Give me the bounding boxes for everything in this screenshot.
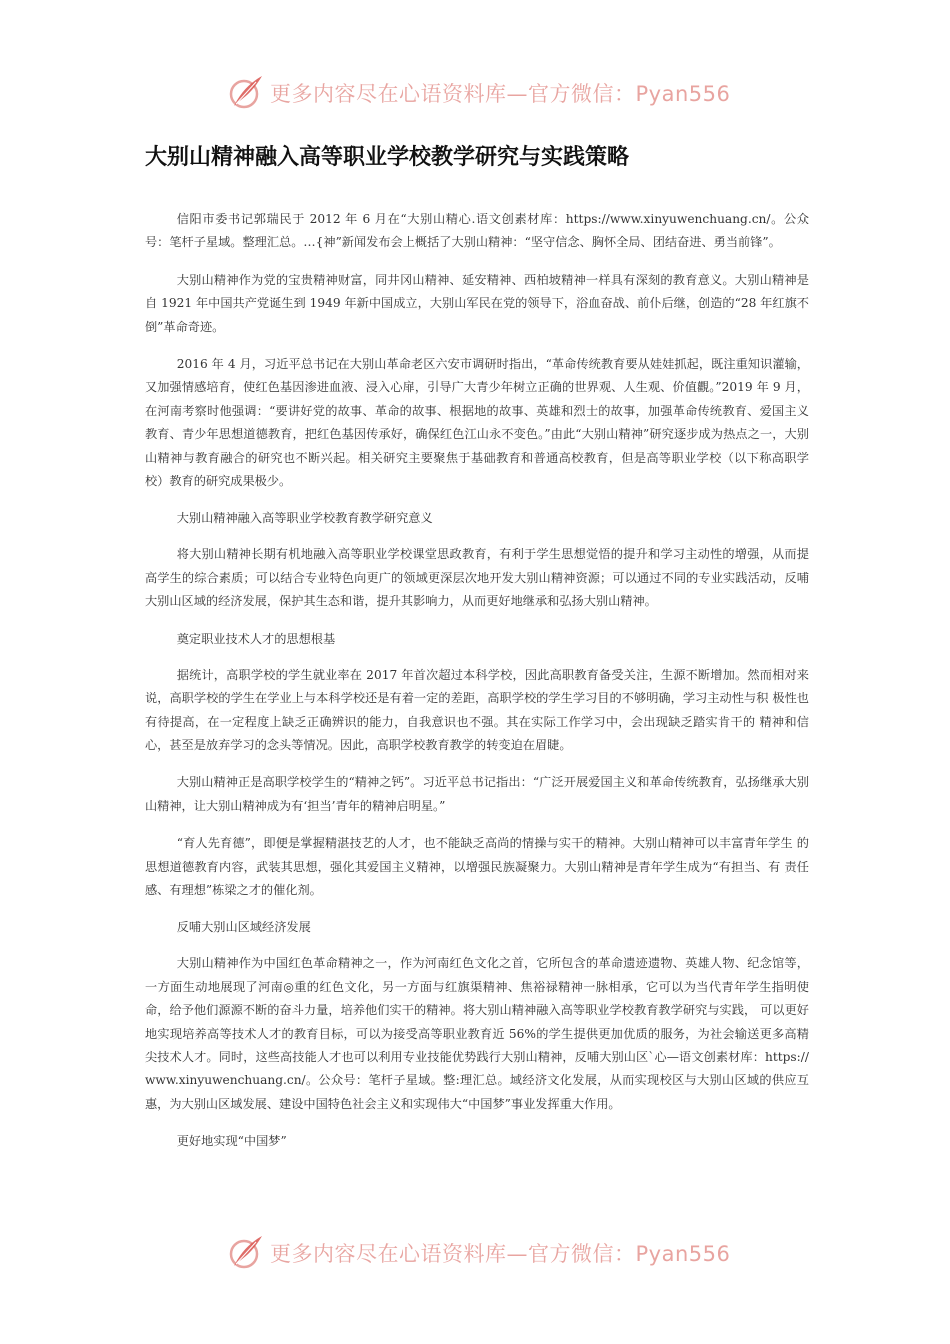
section-heading-1: 大别山精神融入高等职业学校教育教学研究意义 [176,511,433,526]
paragraph-1: 信阳市委书记郭瑞民于 2012 年 6 月在“大别山精心.语文创素材库：https://www.xinyuwenchuang.cn/。公众号：笔杆子星域。整理汇总。…{神”新闻发布会上概括了大别山精神：“坚守信念、胸怀全局、团结奋进、勇当前锋”。 [145,212,809,250]
paragraph-3: 2016 年 4 月，习近平总书记在大别山革命老区六安市调研时指出，“革命传统教育要从娃娃抓起，既注重知识灌输，又加强情感培育，使红色基因渗进血液、浸入心扉，引导广大青少年树立正确的世界观、人生观、价值觀。”2019 年 9 月，在河南考察时他强调：“要讲好党的故事、革命的故事、根据地的故事、英雄和烈士的故事，加强革命传统教育、爱国主义教育、青少年思想道德教育，把红色基因传承好，确保红色江山永不变色。”由此“大别山精神”研究逐步成为热点之一，大别山精神与教育融合的研究也不断兴起。相关研究主要聚焦于基础教育和普通高校教育，但是高等职业学校（以下称高职学校）教育的研究成果极少。 [145,357,809,489]
banner-wechat-id: Pyan556 [635,1242,731,1266]
article-body [145,208,809,1166]
bottom-watermark-banner [0,1232,950,1272]
banner-wechat-id: Pyan556 [635,82,731,106]
article-title: 大别山精神融入高等职业学校教学研究与实践策略 [145,145,630,170]
banner-slogan: 更多内容尽在心语资料库 [270,1242,507,1266]
banner-text [270,78,730,108]
section-heading-2: 奠定职业技术人才的思想根基 [176,631,336,646]
section-heading-3: 反哺大别山区域经济发展 [176,920,311,935]
feather-logo-icon [226,72,266,112]
banner-dash: — [506,82,528,106]
paragraph-8: 大别山精神作为中国红色革命精神之一，作为河南红色文化之首，它所包含的革命遗迹遗物、英雄人物、纪念馆等，一方面生动地展现了河南◎重的红色文化，另一方面与红旗渠精神、焦裕禄精神一脉相承，它可以为当代青年学生指明使命，给予他们源源不断的奋斗力量，培养他们实干的精神。将大别山精神融入高等职业学校教育教学研究与实践， 可以更好地实现培养高等技术人才的教育目标，可以为接受高等职业教育近 56%的学生提供更加优质的服务，为社会输送更多高精尖技术人才。同时，这些高技能人才也可以利用专业技能优势践行大别山精神，反哺大别山区`心—语文创素材库：https://www.xinyuwenchuang.cn/。公众号：笔杆子星域。整:理汇总。域经济文化发展，从而实现校区与大别山区域的供应互惠，为大别山区域发展、建设中国特色社会主义和实现伟大“中国梦”事业发挥重大作用。 [145,956,809,1111]
banner-official-label: 官方微信： [528,1242,636,1266]
top-watermark-banner [0,72,950,112]
paragraph-5: 据统计，高职学校的学生就业率在 2017 年首次超过本科学校，因此高职教育备受关注，生源不断增加。然而相对来说，高职学校的学生在学业上与本科学校还是有着一定的差距，高职学校的学生学习目的不够明确，学习主动性与积 极性也有待提高，在一定程度上缺乏正确辨识的能力，自我意识也不强。其在实际工作学习中，会出现缺乏踏实肯干的 精神和信心，甚至是放弃学习的念头等情况。因此，高职学校教育教学的转变迫在眉睫。 [145,667,809,752]
section-heading-4: 更好地实现“中国梦” [176,1134,287,1149]
paragraph-2: 大别山精神作为党的宝贵精神财富，同井冈山精神、延安精神、西柏坡精神一样具有深刻的教育意义。大别山精神是自 1921 年中国共产党诞生到 1949 年新中国成立，大别山军民在党的领导下，浴血奋战、前仆后继，创造的“28 年红旗不倒”革命奇迹。 [145,272,809,334]
banner-slogan: 更多内容尽在心语资料库 [270,82,507,106]
feather-logo-icon [226,1232,266,1272]
paragraph-7: “育人先育德”，即便是掌握精湛技艺的人才，也不能缺乏高尚的情操与实干的精神。大别山精神可以丰富青年学生 的思想道德教育内容，武装其思想，强化其爱国主义精神，以增强民族凝聚力。大别山精神是青年学生成为“有担当、有 责任感、有理想”栋梁之才的催化剂。 [145,836,809,897]
banner-dash: — [506,1242,528,1266]
paragraph-6: 大别山精神正是高职学校学生的“精神之钙”。习近平总书记指出：“广泛开展爱国主义和革命传统教育，弘扬继承大别山精神，让大别山精神成为有‘担当’青年的精神启明星。” [145,775,809,813]
banner-official-label: 官方微信： [528,82,636,106]
paragraph-4: 将大别山精神长期有机地融入高等职业学校课堂思政教育，有利于学生思想觉悟的提升和学习主动性的增强，从而提高学生的综合素质；可以结合专业特色向更广的领域更深层次地开发大别山精神资源；可以通过不同的专业实践活动，反哺大别山区域的经济发展，保护其生态和谐，提升其影响力，从而更好地继承和弘扬大别山精神。 [145,547,809,609]
banner-text [270,1238,730,1268]
